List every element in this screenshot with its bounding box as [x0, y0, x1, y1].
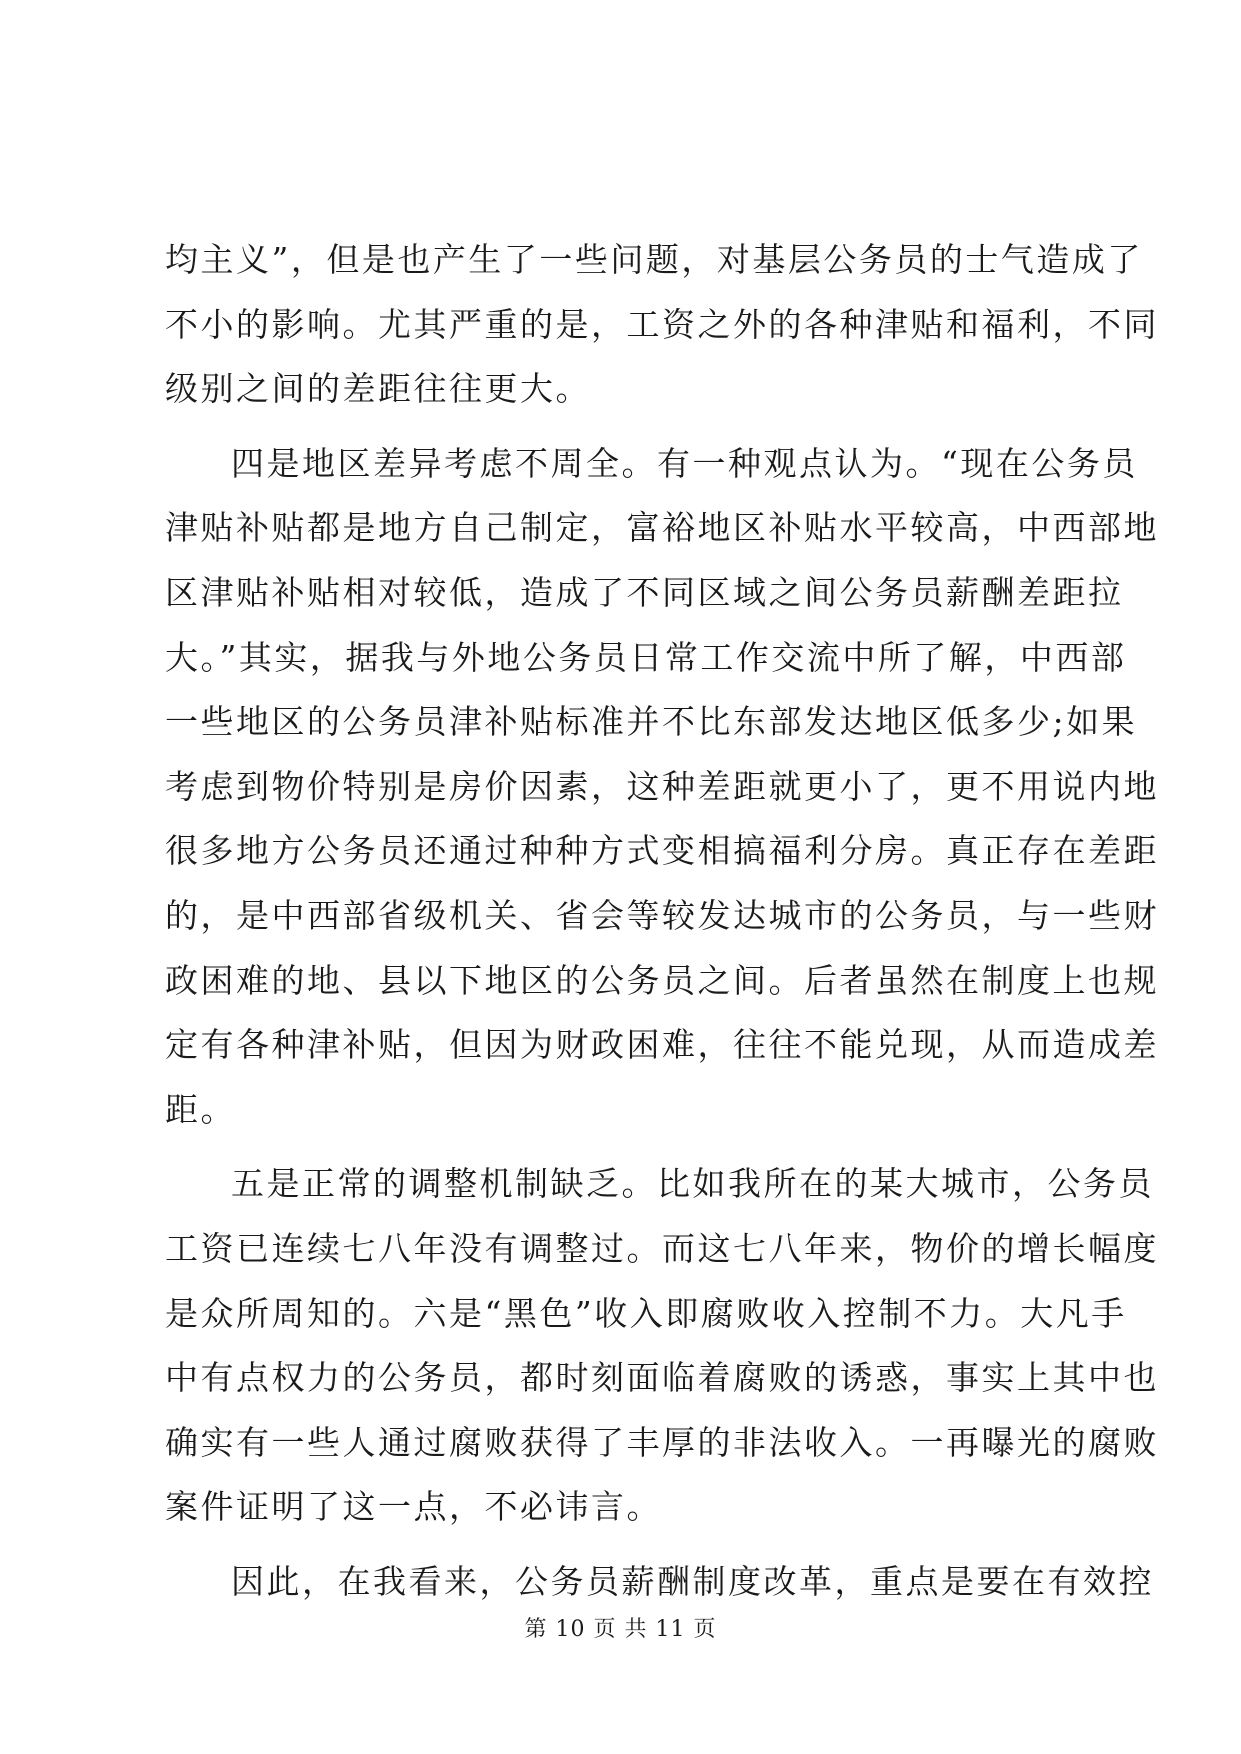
- page-number-footer: 第 10 页 共 11 页: [524, 1617, 717, 1642]
- text-line: 大。”其实，据我与外地公务员日常工作交流中所了解，中西部: [165, 637, 1127, 677]
- text-line: 工资已连续七八年没有调整过。而这七八年来，物价的增长幅度: [165, 1228, 1159, 1268]
- text-line: 距。: [165, 1089, 236, 1129]
- paragraph-4: [165, 1550, 1154, 1615]
- text-line: 的，是中西部省级机关、省会等较发达城市的公务员，与一些财: [165, 895, 1159, 935]
- text-line: 很多地方公务员还通过种种方式变相搞福利分房。真正存在差距: [165, 831, 1159, 871]
- text-line: 案件证明了这一点，不必讳言。: [165, 1487, 662, 1527]
- paragraph-2: [165, 432, 1159, 1143]
- paragraph-1: [165, 228, 1159, 422]
- text-line: 四是地区差异考虑不周全。有一种观点认为。“现在公务员: [231, 443, 1138, 483]
- text-line: 区津贴补贴相对较低，造成了不同区域之间公务员薪酬差距拉: [165, 572, 1124, 612]
- text-line: 五是正常的调整机制缺乏。比如我所在的某大城市，公务员: [231, 1164, 1154, 1204]
- text-line: 不小的影响。尤其严重的是，工资之外的各种津贴和福利，不同: [165, 304, 1159, 344]
- text-line: 政困难的地、县以下地区的公务员之间。后者虽然在制度上也规: [165, 960, 1159, 1000]
- text-line: 一些地区的公务员津补贴标准并不比东部发达地区低多少;如果: [165, 702, 1138, 742]
- text-line: 因此，在我看来，公务员薪酬制度改革，重点是要在有效控: [231, 1561, 1154, 1601]
- text-line: 均主义”，但是也产生了一些问题，对基层公务员的士气造成了: [165, 240, 1143, 279]
- text-line: 中有点权力的公务员，都时刻面临着腐败的诱惑，事实上其中也: [165, 1358, 1159, 1398]
- text-line: 考虑到物价特别是房价因素，这种差距就更小了，更不用说内地: [165, 766, 1159, 806]
- text-line: 津贴补贴都是地方自己制定，富裕地区补贴水平较高，中西部地: [165, 508, 1159, 548]
- paragraph-3: [165, 1152, 1159, 1540]
- text-line: 级别之间的差距往往更大。: [165, 369, 591, 409]
- text-line: 确实有一些人通过腐败获得了丰厚的非法收入。一再曝光的腐败: [165, 1422, 1159, 1462]
- text-line: 定有各种津补贴，但因为财政困难，往往不能兑现，从而造成差: [165, 1025, 1159, 1065]
- text-body: [165, 228, 1159, 1614]
- text-line: 是众所周知的。六是“黑色”收入即腐败收入控制不力。大凡手: [165, 1293, 1127, 1333]
